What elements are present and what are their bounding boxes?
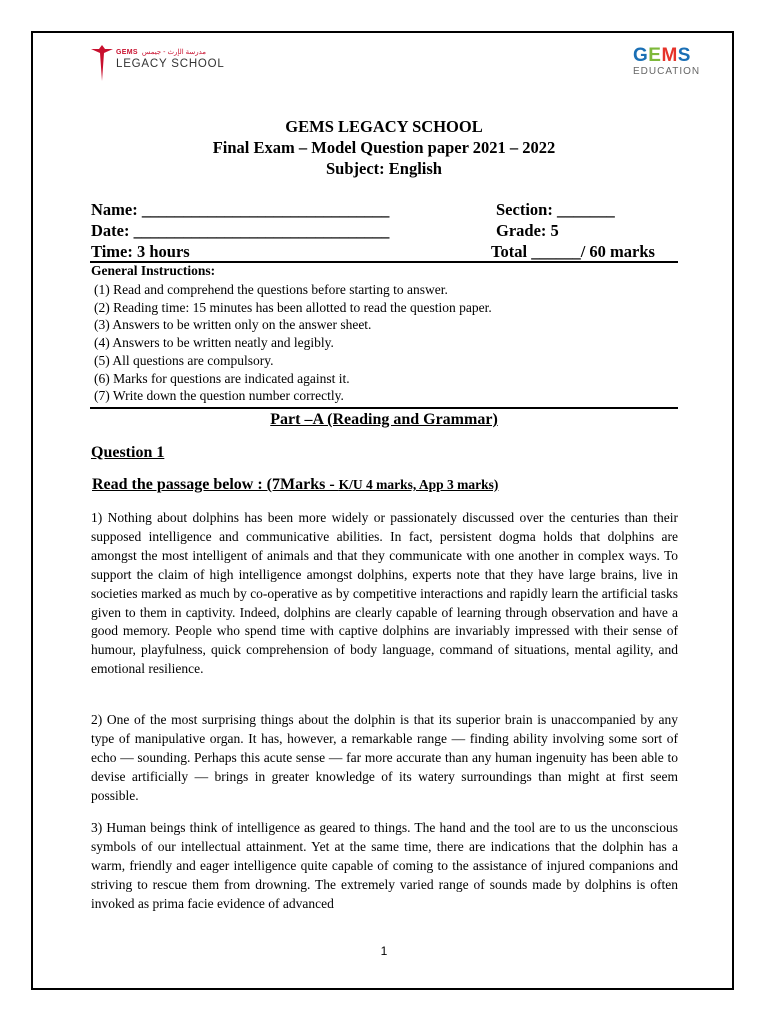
total-marks-field: Total ______/ 60 marks <box>491 242 655 261</box>
instruction-item: (4) Answers to be written neatly and legibly. <box>94 335 334 351</box>
instruction-item: (5) All questions are compulsory. <box>94 352 274 368</box>
part-a-heading: Part –A (Reading and Grammar) <box>270 411 498 428</box>
passage-paragraph-1: 1) Nothing about dolphins has been more widely or passionately discussed over the centuries than their supposed intelligence and communicative abilities. In fact, persistent dogma holds that dolphins are amongst the most intelligent of animals and that they communicate with one another in complex ways. To support the claim of high intelligence amongst dolphins, experts note that they have large brains, live in societies marked as much by co-operative as by competitive interactions and rapidly learn the artificial tasks given to them in captivity. Indeed, dolphins are clearly capable of learning through observation and have a good memory. People who spend time with captive dolphins are invariably impressed with their sense of humour, playfulness, quick comprehension of body language, command of situations, mental agility, and emotional resilience. <box>91 510 678 677</box>
logo-brand: GEMS مدرسة الإرث - جيمس <box>116 49 207 56</box>
logo-gems-word: GEMS <box>633 45 691 66</box>
passage-paragraph-3: 3) Human beings think of intelligence as geared to things. The hand and the tool are to us the unconscious symbols of our intellectual attainment. Yet at the same time, there are indications that the dolphin has a warm, friendly and eager intelligence quite capable of coming to the assistance of injured companions and striving to rescue them from drowning. The extremely varied range of sounds made by dolphins is often invoked as prima facie evidence of advanced <box>91 820 678 911</box>
instructions-list <box>94 281 492 405</box>
passage-instruction: Read the passage below : (7Marks - K/U 4 marks, App 3 marks) <box>92 476 499 493</box>
time-field: Time: 3 hours <box>91 242 190 261</box>
logo-education-text: EDUCATION <box>633 66 701 77</box>
date-field: Date: _______________________________ <box>91 221 390 240</box>
exam-title: Final Exam – Model Question paper 2021 – 2022 <box>212 138 556 157</box>
passage-paragraph-2: 2) One of the most surprising things about the dolphin is that its superior brain is unaccompanied by any type of manipulative organ. It has, however, a remarkable range — finding ability involving some sort of echo — sounding. Perhaps this acute sense — far more accurate than any human ingenuity has been able to devise artificially — brings in greater knowledge of its watery surroundings than might at first seem possible. <box>91 712 678 803</box>
section-field: Section: _______ <box>496 200 615 219</box>
instructions-title: General Instructions: <box>91 263 216 278</box>
gems-education-logo <box>633 46 713 82</box>
question-1-heading: Question 1 <box>91 444 165 461</box>
instruction-item: (6) Marks for questions are indicated against it. <box>94 370 350 386</box>
page-number: 1 <box>380 944 388 958</box>
instruction-item: (2) Reading time: 15 minutes has been allotted to read the question paper. <box>94 299 492 315</box>
logo-school-name: LEGACY SCHOOL <box>116 58 225 70</box>
grade-field: Grade: 5 <box>496 221 559 240</box>
school-title: GEMS LEGACY SCHOOL <box>285 117 483 136</box>
instruction-item: (1) Read and comprehend the questions before starting to answer. <box>94 282 448 297</box>
divider <box>90 407 678 409</box>
instruction-item: (3) Answers to be written only on the answer sheet. <box>94 317 372 333</box>
instruction-item: (7) Write down the question number correctly. <box>94 388 344 404</box>
name-field: Name: ______________________________ <box>91 200 390 219</box>
gems-legacy-school-logo <box>91 45 231 81</box>
subject-title: Subject: English <box>326 159 442 178</box>
gems-flame-icon <box>91 45 113 81</box>
